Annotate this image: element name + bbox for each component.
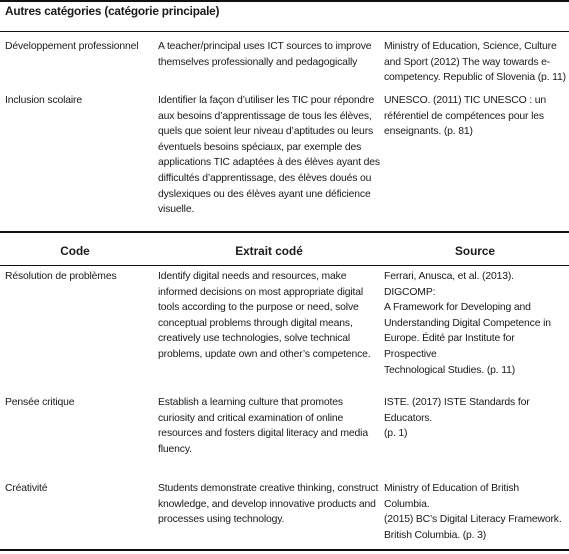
row-source: ISTE. (2017) ISTE Standards for Educators. (p. 1) bbox=[384, 397, 530, 440]
column-header-extract: Extrait codé bbox=[235, 244, 303, 258]
row-source: UNESCO. (2011) TIC UNESCO : un référentiel de compétences pour les enseignants. (p. 81) bbox=[384, 95, 546, 138]
row-code: Développement professionnel bbox=[5, 41, 139, 52]
section-title-rule bbox=[0, 31, 569, 32]
column-header-source: Source bbox=[455, 244, 495, 258]
row-source: Ministry of Education of British Columbia. (2015) BC’s Digital Literacy Framework. British Columbia. (p. 3) bbox=[384, 483, 562, 541]
row-code: Créativité bbox=[5, 483, 48, 494]
section-title: Autres catégories (catégorie principale) bbox=[5, 4, 220, 18]
row-code: Inclusion scolaire bbox=[5, 95, 83, 106]
row-code: Pensée critique bbox=[5, 397, 75, 408]
row-extract: Establish a learning culture that promotes curiosity and critical examination of online resources and fosters digital literacy and media fluency. bbox=[158, 397, 368, 455]
top-rule bbox=[0, 0, 569, 2]
column-header-code: Code bbox=[60, 244, 90, 258]
bottom-rule bbox=[0, 549, 569, 551]
row-extract: Students demonstrate creative thinking, construct knowledge, and develop innovative products and processes using technology. bbox=[158, 483, 379, 526]
row-source: Ferrari, Anusca, et al. (2013). DIGCOMP: A Framework for Developing and Understanding Digital Competence in Europe. Édité par Institute for Prospective Technological Studies. (p. 11) bbox=[384, 271, 551, 376]
header-top-rule bbox=[0, 231, 569, 233]
row-extract: Identifier la façon d’utiliser les TIC pour répondre aux besoins d’apprentissage de tous les élèves, quels que soient leur niveau d’aptitudes ou leurs éventuels besoins spéciaux, par exemple des applications TIC adaptées à des élèves ayant des difficultés d’apprentissage, des élèves doués ou dyslexiques ou des élèves ayant une déficience visuelle. bbox=[158, 95, 380, 216]
row-extract: A teacher/principal uses ICT sources to improve themselves professionally and pedagogically bbox=[158, 41, 372, 68]
row-code: Résolution de problèmes bbox=[5, 271, 117, 282]
row-extract: Identify digital needs and resources, make informed decisions on most appropriate digital tools according to the purpose or need, solve conceptual problems through digital means, creatively use technologies, solve technical problems, update own and other’s competence. bbox=[158, 271, 371, 360]
header-bottom-rule bbox=[0, 265, 569, 266]
row-source: Ministry of Education, Science, Culture and Sport (2012) The way towards e- competency. Republic of Slovenia (p. 11) bbox=[384, 41, 566, 84]
